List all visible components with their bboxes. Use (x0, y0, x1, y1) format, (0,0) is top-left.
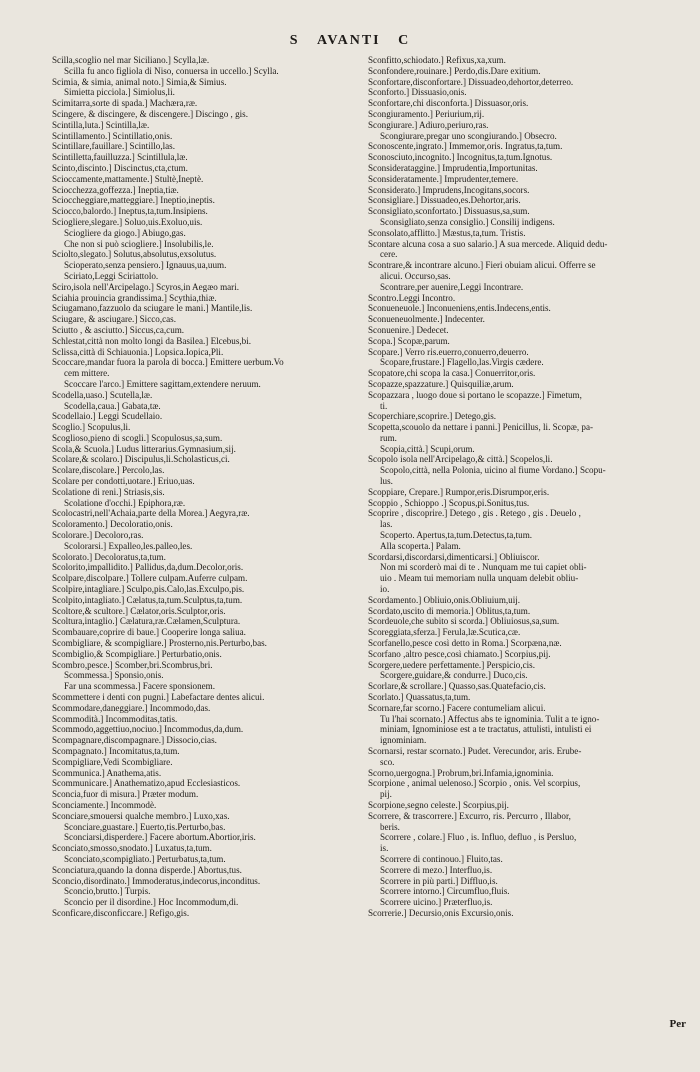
dictionary-entry: Sconciarsi,disperdere.] Facere abortum.Abortior,iris. (64, 832, 256, 843)
dictionary-entry: Scimitarra,sorte di spada.] Machæra,ræ. (52, 98, 198, 109)
dictionary-entry: Scioperato,senza pensiero.] Ignauus,ua,uum. (64, 260, 227, 271)
dictionary-entry: sco. (380, 756, 395, 767)
dictionary-entry: Sciugamano,fazzuolo da sciugare le mani.] Mantile,lis. (52, 303, 253, 314)
dictionary-entry: Sconoscente,ingrato.] Immemor,oris. Ingratus,ta,tum. (368, 141, 563, 152)
dictionary-entry: Scongiuramento.] Periurium,rij. (368, 108, 485, 119)
dictionary-entry: Scorrere in più parti.] Diffluo,is. (380, 875, 498, 886)
dictionary-entry: Sciocco,balordo.] Ineptus,ta,tum.Insipiens. (52, 206, 208, 217)
dictionary-entry: Scommessa.] Sponsio,onis. (64, 670, 164, 681)
dictionary-entry: Scombiglio,& Scompigliare.] Perturbatio,onis. (52, 648, 222, 659)
dictionary-entry: Scintillamento.] Scintillatio,onis. (52, 130, 173, 141)
dictionary-entry: Scolare per condotti,uotare.] Eriuo,uas. (52, 476, 195, 487)
dictionary-entry: Sciolto,slegato.] Solutus,absolutus,exsolutus. (52, 249, 217, 260)
dictionary-entry: Scioccamente,mattamente.] Stultè,Ineptè. (52, 173, 204, 184)
dictionary-entry: Sconciamente.] Incommodè. (52, 799, 157, 810)
dictionary-entry: Scorfano ,altro pesce,così chiamato.] Scorpius,pij. (368, 648, 551, 659)
dictionary-entry: Tu l'hai scornato.] Affectus abs te ignominia. Tulit a te igno- (380, 713, 600, 724)
dictionary-entry: Scopia,città.] Scupi,orum. (380, 443, 475, 454)
dictionary-entry: Sconcio per il disordine.] Hoc Incommodum,di. (64, 897, 239, 908)
dictionary-entry: Sconosciuto,incognito.] Incognitus,ta,tum.Ignotus. (368, 152, 553, 163)
left-column (52, 55, 372, 919)
dictionary-entry: Scoccare,mandar fuora la parola di bocca.] Emittere uerbum.Vo (52, 357, 284, 368)
dictionary-entry: Sconciare,smouersi qualche membro.] Luxo,xas. (52, 810, 230, 821)
dictionary-entry: Scoglio.] Scopulus,li. (52, 422, 131, 433)
dictionary-entry: Scorrere di continouo.] Fluito,tas. (380, 853, 503, 864)
dictionary-entry: Scodellaio.] Leggi Scudellaio. (52, 411, 163, 422)
dictionary-entry: Scioccheggiare,matteggiare.] Ineptio,ineptis. (52, 195, 215, 206)
dictionary-entry: pij. (380, 789, 392, 800)
dictionary-entry: Scorrere, & trascorrere.] Excurro, ris. Percurro , Illabor, (368, 810, 571, 821)
dictionary-entry: alicui. Occurso,sas. (380, 270, 451, 281)
dictionary-entry: Scopetta,scouolo da nettare i panni.] Penicillus, li. Scopæ, pa- (368, 422, 594, 433)
dictionary-entry: Scorfanello,pesce così detto in Roma.] Scorpæna,næ. (368, 638, 562, 649)
dictionary-entry: Scopazzara , luogo doue si portano le scopazze.] Fimetum, (368, 389, 582, 400)
dictionary-entry: io. (380, 584, 390, 595)
dictionary-entry: Scorrerie.] Decursio,onis Excursio,onis. (368, 907, 514, 918)
dictionary-entry: rum. (380, 432, 397, 443)
dictionary-entry: Sconfitto,schiodato.] Refixus,xa,xum. (368, 55, 506, 65)
dictionary-entry: Sconcio,disordinato.] Immoderatus,indecorus,inconditus. (52, 875, 261, 886)
dictionary-entry: Scongiurare,pregar uno scongiurando.] Obsecro. (380, 130, 557, 141)
dictionary-entry: Scommodo,aggettiuo,nociuo.] Incommodus,da,dum. (52, 724, 244, 735)
dictionary-entry: Scoperchiare,scoprire.] Detego,gis. (368, 411, 497, 422)
catchword: Per (669, 1018, 686, 1030)
dictionary-entry: Sciocchezza,goffezza.] Ineptia,tiæ. (52, 184, 179, 195)
dictionary-entry: Scoperto. Apertus,ta,tum.Detectus,ta,tum. (380, 530, 533, 541)
header-signature-left: S (289, 33, 300, 48)
dictionary-entry: Scopazze,spazzature.] Quisquiliæ,arum. (368, 378, 514, 389)
dictionary-entry: Scorrere , colare.] Fluo , is. Influo, defluo , is Persluo, (380, 832, 577, 843)
dictionary-entry: ignominiam. (380, 735, 427, 746)
dictionary-entry: Scolpito,intagliato.] Cælatus,ta,tum.Sculptus,ta,tum. (52, 594, 243, 605)
dictionary-entry: lus. (380, 476, 393, 487)
dictionary-entry: Scopare,frustare.] Flagello,las.Virgis cædere. (380, 357, 544, 368)
dictionary-entry: Scorrere uicino.] Præterfluo,is. (380, 897, 493, 908)
dictionary-entry: Scopare.] Verro ris.euerro,conuerro,deuerro. (368, 346, 529, 357)
dictionary-entry: Sconciato,scompigliato.] Perturbatus,ta,tum. (64, 853, 226, 864)
dictionary-entry: Scoprire , discoprire.] Detego , gis . Retego , gis . Deuelo , (368, 508, 581, 519)
dictionary-entry: Scintilla,luta.] Scintilla,læ. (52, 119, 150, 130)
dictionary-entry: Scorlato.] Quassatus,ta,tum. (368, 692, 471, 703)
dictionary-entry: Sconueneuolmente.] Indecenter. (368, 314, 485, 325)
dictionary-entry: Far una scommessa.] Facere sponsionem. (64, 681, 216, 692)
dictionary-entry: Scolorarsi.] Expalleo,les.palleo,les. (64, 540, 193, 551)
dictionary-entry: Scorlare,& scrollare.] Quasso,sas.Quatefacio,cis. (368, 681, 546, 692)
dictionary-entry: Scommodare,daneggiare.] Incommodo,das. (52, 702, 211, 713)
dictionary-entry: Che non si può sciogliere.] Insolubilis,le. (64, 238, 214, 249)
dictionary-entry: Sconciare,guastare.] Euerto,tis.Perturbo,bas. (64, 821, 226, 832)
dictionary-entry: Sconsiderato.] Imprudens,Incogitans,socors. (368, 184, 530, 195)
dictionary-entry: Scoppiare, Crepare.] Rumpor,eris.Disrumpor,eris. (368, 486, 550, 497)
dictionary-entry: Scoccare l'arco.] Emittere sagittam,extendere neruum. (64, 378, 261, 389)
dictionary-entry: Sciugare, & asciugare.] Sicco,cas. (52, 314, 176, 325)
dictionary-entry: Sconueneuole.] Inconueniens,entis.Indecens,entis. (368, 303, 551, 314)
dictionary-entry: Scongiurare.] Adiuro,periuro,ras. (368, 119, 489, 130)
dictionary-entry: Scinto,discinto.] Discinctus,cta,ctum. (52, 162, 188, 173)
dictionary-entry: Scontare alcuna cosa a suo salario.] A sua mercede. Aliquid dedu- (368, 238, 608, 249)
dictionary-entry: Scodella,uaso.] Scutella,læ. (52, 389, 153, 400)
dictionary-entry: cem mittere. (64, 368, 110, 379)
dictionary-entry: Scopa.] Scopæ,parum. (368, 335, 450, 346)
dictionary-entry: Scornare,far scorno.] Facere contumeliam alicui. (368, 702, 546, 713)
dictionary-entry: Sconfortare,chi disconforta.] Dissuasor,oris. (368, 98, 529, 109)
dictionary-entry: Schlestat,città non molto longi da Basilea.] Elcebus,bi. (52, 335, 252, 346)
dictionary-entry: Scoltore,& scultore.] Cælator,oris.Sculptor,oris. (52, 605, 226, 616)
dictionary-entry: Scompagnare,discompagnare.] Dissocio,cias. (52, 735, 217, 746)
dictionary-entry: Scoltura,intaglio.] Cælatura,ræ.Cælamen,Sculptura. (52, 616, 241, 627)
dictionary-entry: Sciutto , & asciutto.] Siccus,ca,cum. (52, 324, 185, 335)
dictionary-entry: Scommunicare.] Anathematizo,apud Ecclesiasticos. (52, 778, 241, 789)
dictionary-entry: Sciriato,Leggi Sciriattolo. (64, 270, 159, 281)
dictionary-entry: uio . Meam tui memoriam nulla unquam delebit obliu- (380, 573, 579, 584)
dictionary-entry: miniam, Ignominiose est a te tractatus, attulisti, intulisti ei (380, 724, 592, 735)
dictionary-entry: Sconsigliato,sconfortato.] Dissuasus,sa,sum. (368, 206, 530, 217)
header-signature-right: C (398, 33, 411, 48)
dictionary-entry: Sconfondere,rouinare.] Perdo,dis.Dare exitium. (368, 65, 541, 76)
dictionary-entry: cere. (380, 249, 398, 260)
dictionary-entry: Scombauare,coprire di baue.] Cooperire longa saliua. (52, 627, 246, 638)
dictionary-entry: Scolorito,impallidito.] Pallidus,da,dum.Decolor,oris. (52, 562, 244, 573)
dictionary-entry: Sconfortare,disconfortare.] Dissuadeo,dehortor,deterreo. (368, 76, 574, 87)
dictionary-entry: Scordeuole,che subito si scorda.] Obliuiosus,sa,sum. (368, 616, 560, 627)
dictionary-entry: Sconficare,disconficcare.] Refigo,gis. (52, 907, 190, 918)
dictionary-entry: Scordarsi,discordarsi,dimenticarsi.] Obliuiscor. (368, 551, 540, 562)
dictionary-entry: Scoglioso,pieno di scogli.] Scopulosus,sa,sum. (52, 432, 223, 443)
dictionary-entry: Sclissa,città di Schiauonia.] Lopsica.Iopica,Pli. (52, 346, 224, 357)
dictionary-entry: Scopatore,chi scopa la casa.] Conuerritor,oris. (368, 368, 536, 379)
dictionary-entry: Scommodità.] Incommoditas,tatis. (52, 713, 178, 724)
dictionary-entry: Scolorare.] Decoloro,ras. (52, 530, 144, 541)
dictionary-entry: Scoppio , Schioppo .] Scopus,pi.Sonitus,tus. (368, 497, 530, 508)
dictionary-entry: Scintillare,fauillare.] Scintillo,las. (52, 141, 175, 152)
dictionary-entry: Sconsideratamente.] Imprudenter,temere. (368, 173, 519, 184)
dictionary-entry: Scorpione,segno celeste.] Scorpius,pij. (368, 799, 509, 810)
dictionary-entry: Scorrere intorno.] Circumfluo,fluis. (380, 886, 510, 897)
dictionary-entry: Scintilletta,fauilluzza.] Scintillula,læ. (52, 152, 188, 163)
dictionary-entry: Sconcio,brutto.] Turpis. (64, 886, 151, 897)
dictionary-entry: Non mi scorderò mai di te . Nunquam me tui capiet obli- (380, 562, 587, 573)
dictionary-entry: Scorpione , animal uelenoso.] Scorpio , onis. Vel scorpius, (368, 778, 581, 789)
dictionary-entry: Scorgere,guidare,& condurre.] Duco,cis. (380, 670, 528, 681)
dictionary-entry: Sconuenire.] Dedecet. (368, 324, 449, 335)
dictionary-entry: las. (380, 519, 393, 530)
dictionary-entry: beris. (380, 821, 400, 832)
dictionary-entry: Scombigliare, & scompigliare.] Prosterno,nis.Perturbo,bas. (52, 638, 267, 649)
dictionary-entry: Scolare,discolare.] Percolo,las. (52, 465, 165, 476)
dictionary-entry: Alla scoperta.] Palam. (380, 540, 461, 551)
dictionary-entry: Scommunica.] Anathema,atis. (52, 767, 162, 778)
dictionary-entry: Scorno,uergogna.] Probrum,bri.Infamia,ignominia. (368, 767, 554, 778)
dictionary-entry: Sconsigliato,senza consiglio.] Consilij indigens. (380, 216, 555, 227)
dictionary-entry: Simietta picciola.] Simiolus,li. (64, 87, 175, 98)
dictionary-entry: Sconsiderataggine.] Imprudentia,Importunitas. (368, 162, 538, 173)
right-column (368, 55, 688, 919)
dictionary-entry: Scilla fu anco figliola di Niso, conuersa in uccello.] Scylla. (64, 65, 279, 76)
dictionary-entry: Scommettere i denti con pugni.] Labefactare dentes alicui. (52, 692, 265, 703)
dictionary-entry: Sconforto.] Dissuasio,onis. (368, 87, 467, 98)
dictionary-entry: Scopolo isola nell'Arcipelago,& città.] Scopelos,li. (368, 454, 553, 465)
dictionary-entry: Scordamento.] Obliuio,onis.Obliuium,uij. (368, 594, 521, 605)
dictionary-entry: Scompigliare,Vedi Scombigliare. (52, 756, 173, 767)
dictionary-entry: Scontro.Leggi Incontro. (368, 292, 456, 303)
dictionary-entry: Sconciato,smosso,snodato.] Luxatus,ta,tum. (52, 843, 212, 854)
dictionary-entry: Scorgere,uedere perfettamente.] Perspicio,cis. (368, 659, 535, 670)
dictionary-entry: Scompagnato.] Incomitatus,ta,tum. (52, 746, 180, 756)
dictionary-entry: Scolpire,intagliare.] Sculpo,pis.Calo,las.Exculpo,pis. (52, 584, 245, 595)
dictionary-entry: Scontrare,per auenire,Leggi Incontrare. (380, 281, 524, 292)
dictionary-entry: Scombro,pesce.] Scomber,bri.Scombrus,bri. (52, 659, 213, 670)
dictionary-entry: Sciro,isola nell'Arcipelago.] Scyros,in Aegæo mari. (52, 281, 240, 292)
header-title: AVANTI (317, 33, 381, 48)
dictionary-entry: Scordato,uscito di memoria.] Oblitus,ta,tum. (368, 605, 531, 616)
dictionary-entry: Sciahia prouincia grandissima.] Scythia,thiæ. (52, 292, 217, 303)
dictionary-entry: Scola,& Scuola.] Ludus litterarius.Gymnasium,sij. (52, 443, 236, 454)
dictionary-entry: Scolpare,discolpare.] Tollere culpam.Auferre culpam. (52, 573, 248, 584)
dictionary-entry: Sciogliere,slegare.] Soluo,uis.Exoluo,uis. (52, 216, 203, 227)
running-header (0, 33, 700, 49)
dictionary-entry: Scoreggiata,sferza.] Ferula,læ.Scutica,cæ. (368, 627, 521, 638)
dictionary-entry: Scopolo,città, nella Polonia, uicino al fiume Vordano.] Scopu- (380, 465, 606, 476)
dictionary-entry: Sconcia,fuor di misura.] Præter modum. (52, 789, 199, 800)
dictionary-entry: Scingere, & discingere, & discengere.] Discingo , gis. (52, 108, 248, 119)
dictionary-entry: Scodella,caua.] Gabata,tæ. (64, 400, 161, 411)
dictionary-entry: Scilla,scoglio nel mar Siciliano.] Scylla,læ. (52, 55, 210, 65)
dictionary-entry: Scolare,& scolaro.] Discipulus,li.Scholasticus,ci. (52, 454, 230, 465)
dictionary-entry: Sconsolato,afflitto.] Mæstus,ta,tum. Tristis. (368, 227, 526, 238)
dictionary-entry: Scoloramento.] Decoloratio,onis. (52, 519, 173, 530)
dictionary-entry: Scolocastri,nell'Achaia,parte della Morea.] Aegyra,ræ. (52, 508, 250, 519)
dictionary-entry: Scolatione d'occhi.] Epiphora,ræ. (64, 497, 186, 508)
dictionary-entry: Scornarsi, restar scornato.] Pudet. Verecundor, aris. Erube- (368, 746, 582, 756)
dictionary-entry: Scontrare,& incontrare alcuno.] Fieri obuiam alicui. Offerre se (368, 260, 596, 271)
dictionary-entry: ti. (380, 400, 388, 411)
dictionary-entry: Scolorato.] Decoloratus,ta,tum. (52, 551, 166, 562)
dictionary-entry: Scolatione di reni.] Striasis,sis. (52, 486, 165, 497)
dictionary-entry: is. (380, 843, 389, 854)
dictionary-entry: Sconciatura,quando la donna disperde.] Abortus,tus. (52, 864, 242, 875)
dictionary-entry: Sciogliere da giogo.] Abiugo,gas. (64, 227, 186, 238)
dictionary-entry: Sconsigliare.] Dissuadeo,es.Dehortor,aris. (368, 195, 521, 206)
dictionary-entry: Scimia, & simia, animal noto.] Simia,& Simius. (52, 76, 227, 87)
dictionary-entry: Scorrere di mezo.] Interfluo,is. (380, 864, 493, 875)
